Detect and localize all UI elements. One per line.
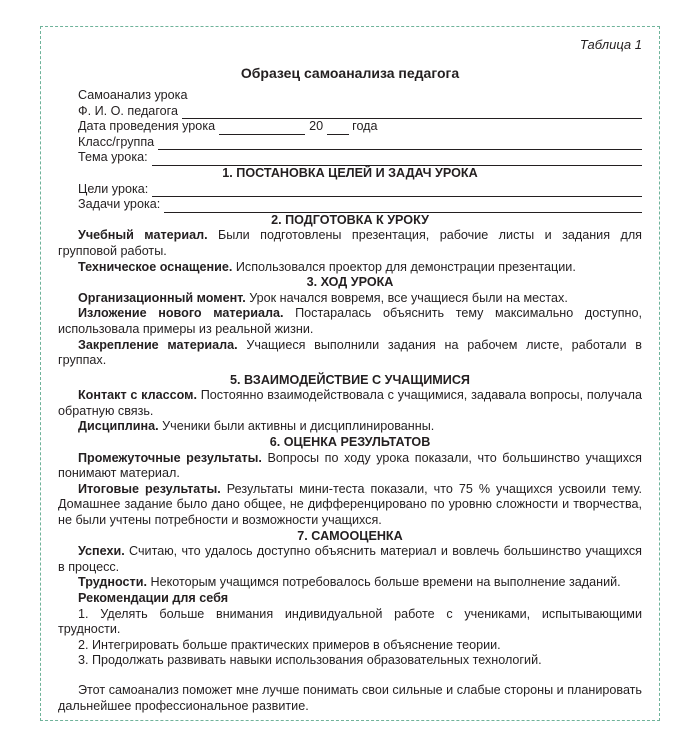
teacher-name-field <box>58 104 642 120</box>
date-field <box>58 119 642 135</box>
paragraph-organization <box>58 291 642 307</box>
goals-field <box>58 182 642 198</box>
tasks-field <box>58 197 642 213</box>
paragraph-head: Техническое оснащение. <box>78 259 233 274</box>
recommendation-item: 3. Продолжать развивать навыки использования образовательных технологий. <box>78 653 542 668</box>
recommendation-item: 2. Интегрировать больше практических примеров в объяснение теории. <box>78 637 501 652</box>
topic-blank-line <box>152 154 642 166</box>
paragraph-successes <box>58 544 642 575</box>
section-7-title: 7. САМООЦЕНКА <box>297 528 403 543</box>
section-6-title: 6. ОЦЕНКА РЕЗУЛЬТАТОВ <box>269 435 431 450</box>
teacher-label: Ф. И. О. педагога <box>78 103 178 118</box>
paragraph-text: Ученики были активны и дисциплинированны. <box>158 419 435 434</box>
paragraph-discipline <box>58 419 642 435</box>
paragraph-text: Результаты мини-теста показали, что 75 % учащихся усвоили тему. Домашнее задание было дано общее, не дифференцировано по уровню сложности и творчества, не были учтены потребности и возможности учащихся. <box>58 481 642 528</box>
closing-paragraph: Этот самоанализ поможет мне лучше понимать свои сильные и слабые стороны и планировать дальнейшее профессиональное развитие. <box>58 682 642 713</box>
paragraph-final <box>58 482 642 529</box>
paragraph-head: Итоговые результаты. <box>78 481 221 496</box>
class-field <box>58 135 642 151</box>
header-line-1 <box>58 88 642 104</box>
paragraph-text: Вопросы по ходу урока показали, что большинство учащихся понимают материал. <box>58 450 643 481</box>
tasks-label: Задачи урока: <box>78 197 161 212</box>
paragraph-difficulties <box>58 575 642 591</box>
paragraph-intermediate <box>58 451 642 482</box>
date-blank-line <box>219 123 305 135</box>
paragraph-head: Изложение нового материала. <box>78 306 284 321</box>
recommendation-item: 1. Уделять больше внимания индивидуальной работе с учениками, испытывающими трудности. <box>58 606 642 637</box>
goals-blank-line <box>152 185 642 197</box>
date-label: Дата проведения урока <box>78 119 216 134</box>
topic-field <box>58 150 642 166</box>
section-1-title: 1. ПОСТАНОВКА ЦЕЛЕЙ И ЗАДАЧ УРОКА <box>222 165 478 180</box>
paragraph-new-material <box>58 306 642 337</box>
paragraph-equipment <box>58 260 642 276</box>
class-blank-line <box>158 138 642 150</box>
paragraph-head: Учебный материал. <box>78 228 208 243</box>
year-blank-line <box>327 123 349 135</box>
paragraph-text: Учащиеся выполнили задания на рабочем листе, работали в группах. <box>58 337 642 368</box>
paragraph-study-material <box>58 228 642 259</box>
goals-label: Цели урока: <box>78 181 149 196</box>
paragraph-text: Были подготовлены презентация, рабочие листы и задания для групповой работы. <box>58 228 642 258</box>
section-3-title: 3. ХОД УРОКА <box>306 275 394 290</box>
topic-label: Тема урока: <box>78 150 148 165</box>
paragraph-head: Промежуточные результаты. <box>78 450 262 465</box>
year-prefix: 20 <box>309 119 324 134</box>
document-body <box>58 36 642 714</box>
section-2-title: 2. ПОДГОТОВКА К УРОКУ <box>271 212 429 227</box>
paragraph-head: Контакт с классом. <box>78 388 197 403</box>
paragraph-head: Трудности. <box>78 575 147 590</box>
document-title: Образец самоанализа педагога <box>240 65 460 81</box>
paragraph-head: Организационный момент. <box>78 290 246 305</box>
section-5-title: 5. ВЗАИМОДЕЙСТВИЕ С УЧАЩИМИСЯ <box>230 372 470 387</box>
paragraph-text: Использовался проектор для демонстрации презентации. <box>232 259 576 274</box>
teacher-blank-line <box>182 107 642 119</box>
paragraph-text: Некоторым учащимся потребовалось больше времени на выполнение заданий. <box>146 575 621 590</box>
paragraph-text: Постоянно взаимодействовала с учащимися, задавала вопросы, получала обратную связь. <box>58 388 642 418</box>
year-suffix: года <box>352 119 378 134</box>
recommendations-title: Рекомендации для себя <box>78 591 229 605</box>
spacer <box>58 669 642 683</box>
paragraph-consolidation <box>58 338 642 369</box>
table-label: Таблица 1 <box>579 37 642 52</box>
paragraph-contact <box>58 388 642 419</box>
paragraph-text: Урок начался вовремя, все учащиеся были на местах. <box>245 290 568 305</box>
class-label: Класс/группа <box>78 134 155 149</box>
paragraph-head: Дисциплина. <box>78 419 159 434</box>
paragraph-text: Постаралась объяснить тему максимально доступно, использовала примеры из реальной жизни. <box>58 306 642 336</box>
tasks-blank-line <box>164 201 642 213</box>
paragraph-text: Считаю, что удалось доступно объяснить материал и вовлечь большинство учащихся в процесс. <box>58 544 642 574</box>
paragraph-head: Успехи. <box>78 544 125 559</box>
paragraph-head: Закрепление материала. <box>78 337 238 352</box>
lesson-analysis-label: Самоанализ урока <box>78 88 188 102</box>
